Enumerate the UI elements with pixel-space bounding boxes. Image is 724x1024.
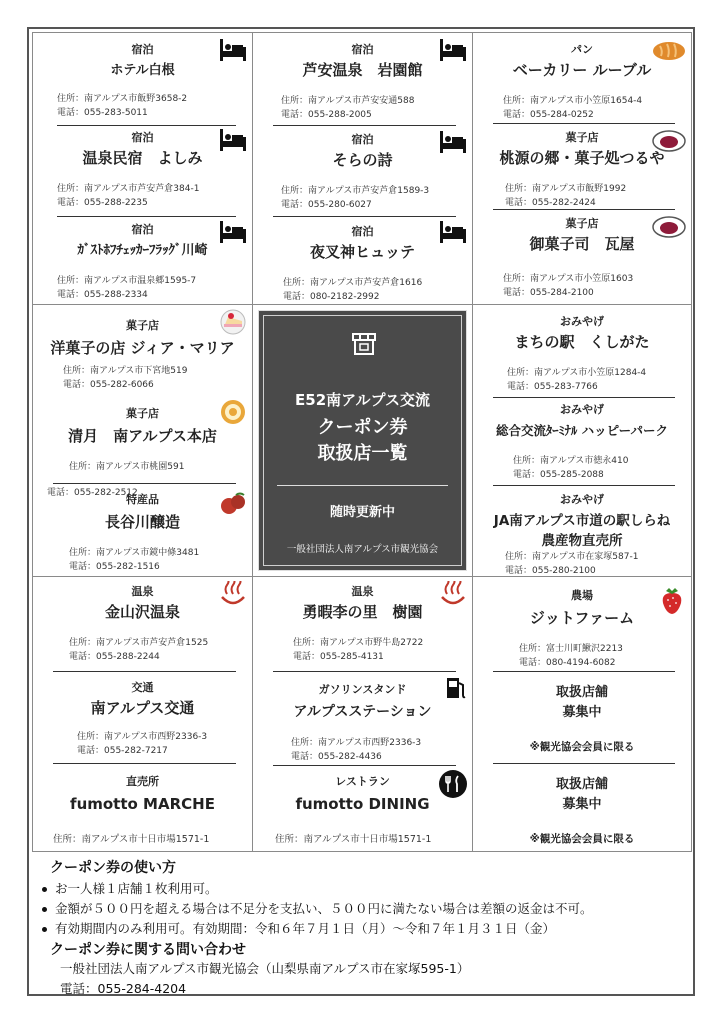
recruit-label-2: 募集中 [562, 797, 602, 812]
shop-address: 住所：南アルプス市桃園591 [69, 462, 185, 472]
shop-address: 住所：南アルプス市芦安芦倉1616 [283, 278, 423, 288]
recruit-label: 取扱店舗 [555, 685, 608, 700]
daifuku-icon [651, 213, 687, 239]
shop-address: 住所：南アルプス市小笠原1603 [503, 274, 634, 284]
member-note: ※観光協会会員に限る [529, 833, 635, 845]
divider [273, 765, 456, 766]
shop-address: 住所：南アルプス市芦安芦倉1525 [69, 638, 209, 648]
shop-name: アルプスステーション [293, 704, 432, 720]
shop-tel: 電話：055-282-6066 [63, 380, 154, 390]
bullet-dot [42, 887, 47, 892]
shop-name: そらの詩 [332, 151, 393, 169]
shop-name: fumotto MARCHE [70, 795, 215, 813]
usage-item [42, 919, 555, 937]
divider [57, 216, 236, 217]
plum-icon [218, 491, 248, 517]
gas-pump-icon [444, 675, 468, 701]
shop-category: 交通 [131, 681, 154, 694]
usage-heading: クーポン券の使い方 [50, 860, 176, 876]
shop-tel: 電話：055-285-4131 [293, 652, 384, 662]
shop-tel: 電話：055-282-2512 [47, 488, 138, 498]
cell-sweets-2 [32, 304, 253, 577]
shop-grid [32, 32, 692, 852]
cell-onsen-2 [252, 576, 473, 852]
shop-category: 宿泊 [351, 133, 374, 146]
bed-icon [218, 127, 248, 153]
divider [493, 485, 675, 486]
cake-icon [218, 309, 248, 335]
hot-spring-icon [438, 581, 468, 607]
shop-address: 住所：南アルプス市在家塚587-1 [505, 552, 639, 562]
shop-name: ベーカリー ルーブル [512, 61, 652, 79]
bullet-dot [42, 927, 47, 932]
shop-address: 住所：南アルプス市下宮地519 [63, 366, 188, 376]
shop-category: 宿泊 [351, 225, 374, 238]
shop-category: ガソリンスタンド [318, 683, 407, 696]
shop-address: 住所：南アルプス市小笠原1654-4 [503, 96, 643, 106]
organizer: 一般社団法人南アルプス市観光協会 [286, 544, 439, 555]
shop-address: 住所：南アルプス市十日市場1571-1 [275, 834, 432, 845]
shop-tel: 電話：055-283-7766 [507, 382, 598, 392]
bullet-dot [42, 907, 47, 912]
recruit-label-2: 募集中 [562, 705, 602, 720]
divider [273, 216, 456, 217]
shop-tel: 電話：055-288-2334 [57, 290, 148, 300]
shop-tel: 電話：055-288-2244 [69, 652, 160, 662]
divider [493, 763, 675, 764]
divider [53, 671, 236, 672]
shop-name: fumotto DINING [295, 795, 430, 813]
strawberry-icon [659, 585, 685, 615]
shop-tel: 電話：055-284-2100 [503, 288, 594, 298]
bed-icon [218, 37, 248, 63]
shop-icon [350, 331, 378, 357]
shop-category: おみやげ [560, 493, 604, 506]
divider [493, 397, 675, 398]
shop-category: 宿泊 [131, 131, 154, 144]
shop-tel: 電話：055-280-2100 [505, 566, 596, 576]
shop-name: JA南アルプス市道の駅しらね [493, 513, 671, 529]
shop-category: 宿泊 [351, 43, 374, 56]
shop-address: 住所：南アルプス市十日市場1571-1 [53, 834, 210, 845]
usage-item [42, 879, 218, 897]
cell-sweets-1 [472, 32, 692, 305]
title-divider [277, 485, 448, 486]
shop-address: 住所：南アルプス市西野2336-3 [77, 732, 208, 742]
hot-spring-icon [218, 581, 248, 607]
title-line1: E52南アルプス交流 [295, 391, 430, 409]
shop-name: 南アルプス交通 [90, 699, 195, 717]
title-panel [252, 304, 473, 577]
shop-address: 住所：南アルプス市飯野1992 [505, 184, 627, 194]
shop-tel: 電話：055-285-2088 [513, 470, 604, 480]
divider [57, 125, 236, 126]
shop-name: 温泉民宿 よしみ [82, 149, 203, 167]
divider [493, 671, 675, 672]
shop-category: 菓子店 [565, 217, 599, 230]
title-line2: クーポン券 [317, 417, 408, 438]
member-note: ※観光協会会員に限る [529, 741, 635, 753]
cell-farm [472, 576, 692, 852]
usage-item-text: 有効期間内のみ利用可。有効期間：令和６年７月１日（月）～令和７年１月３１日（金） [55, 921, 556, 936]
shop-name: ホテル白根 [110, 63, 175, 78]
shop-address: 住所：南アルプス市芦安安通588 [281, 96, 415, 106]
shop-name: ジットファーム [529, 609, 635, 627]
divider [493, 123, 675, 124]
shop-name: 金山沢温泉 [104, 603, 180, 621]
title-line3: 取扱店一覧 [317, 443, 408, 464]
divider [53, 763, 236, 764]
shop-tel: 電話：055-288-2235 [57, 198, 148, 208]
shop-name: 勇暇李の里 樹園 [302, 603, 423, 621]
shop-tel: 電話：055-282-1516 [69, 562, 160, 572]
cell-lodging-2 [252, 32, 473, 305]
shop-category: レストラン [335, 775, 390, 788]
bread-icon [651, 37, 687, 63]
divider [493, 209, 675, 210]
shop-address: 住所：南アルプス市芦安芦倉1589-3 [281, 186, 430, 196]
shop-tel: 電話：080-4194-6082 [519, 658, 616, 668]
shop-name: まちの駅 くしがた [514, 333, 650, 351]
bed-icon [438, 219, 468, 245]
recruit-label: 取扱店舗 [555, 777, 608, 792]
daifuku-icon [651, 127, 687, 153]
shop-category: 菓子店 [126, 319, 159, 332]
shop-name: 清月 南アルプス本店 [68, 427, 217, 445]
shop-name: 総合交流ﾀｰﾐﾅﾙ ハッピーパーク [496, 423, 668, 438]
shop-category: 特産品 [126, 493, 159, 506]
contact-tel: 電話：055-284-4204 [60, 981, 187, 996]
shop-tel: 電話：055-280-6027 [281, 200, 372, 210]
shop-address: 住所：南アルプス市芦安芦倉384-1 [57, 184, 200, 194]
bed-icon [218, 219, 248, 245]
cell-souvenir [472, 304, 692, 577]
shop-name: ｶﾞｽﾄﾎﾌﾁｪｯｶｰﾌﾗｯｸﾞ川崎 [77, 243, 208, 258]
shop-tel: 電話：055-284-0252 [503, 110, 594, 120]
divider [273, 125, 456, 126]
usage-item-text: お一人様１店舗１枚利用可。 [55, 881, 218, 896]
roll-cake-icon [218, 399, 248, 425]
shop-address: 住所：南アルプス市徳永410 [513, 456, 629, 466]
shop-category: 菓子店 [565, 131, 599, 144]
shop-name: 芦安温泉 岩園館 [302, 61, 423, 79]
shop-name: 洋菓子の店 ジィア・マリア [50, 339, 235, 357]
shop-address: 住所：富士川町鰍沢2213 [519, 644, 623, 654]
contact-org: 一般社団法人南アルプス市観光協会（山梨県南アルプス市在家塚595-1） [60, 961, 470, 976]
usage-notes [32, 855, 692, 995]
shop-address: 住所：南アルプス市西野2336-3 [291, 738, 422, 748]
bed-icon [438, 37, 468, 63]
contact-heading: クーポン券に関する問い合わせ [50, 942, 246, 958]
shop-category: 宿泊 [131, 43, 154, 56]
divider [53, 483, 236, 484]
shop-name: 桃源の郷・菓子処つるや [499, 149, 665, 167]
shop-name: 長谷川醸造 [104, 513, 180, 531]
shop-name: 夜叉神ヒュッテ [309, 243, 415, 261]
shop-category: おみやげ [560, 315, 604, 328]
shop-tel: 電話：055-282-2424 [505, 198, 596, 208]
shop-category: 直売所 [126, 775, 159, 788]
cutlery-icon [438, 769, 468, 799]
cell-onsen-1 [32, 576, 253, 852]
title-box [258, 310, 467, 571]
shop-category: パン [571, 43, 593, 56]
shop-name: 御菓子司 瓦屋 [529, 235, 635, 253]
usage-item [42, 899, 593, 917]
shop-address: 住所：南アルプス市飯野3658-2 [57, 94, 188, 104]
shop-address: 住所：南アルプス市小笠原1284-4 [507, 368, 647, 378]
shop-name-line2: 農産物直売所 [541, 533, 623, 549]
shop-tel: 電話：055-282-7217 [77, 746, 168, 756]
bed-icon [438, 129, 468, 155]
shop-address: 住所：南アルプス市温泉郷1595-7 [57, 276, 197, 286]
shop-tel: 電話：055-288-2005 [281, 110, 372, 120]
shop-category: 温泉 [131, 585, 154, 598]
shop-category: 宿泊 [131, 223, 154, 236]
flyer-page [27, 27, 695, 996]
divider [273, 671, 456, 672]
cell-lodging-1 [32, 32, 253, 305]
shop-tel: 電話：055-282-4436 [291, 752, 382, 762]
shop-address: 住所：南アルプス市野牛島2722 [293, 638, 424, 648]
shop-category: 菓子店 [126, 407, 159, 420]
shop-category: 温泉 [351, 585, 374, 598]
shop-address: 住所：南アルプス市鏡中條3481 [69, 548, 200, 558]
shop-category: 農場 [571, 589, 593, 602]
update-note: 随時更新中 [329, 505, 395, 520]
shop-tel: 電話：055-283-5011 [57, 108, 148, 118]
usage-item-text: 金額が５００円を超える場合は不足分を支払い、５００円に満たない場合は差額の返金は不可。 [55, 901, 593, 916]
shop-tel: 電話：080-2182-2992 [283, 292, 380, 302]
shop-category: おみやげ [560, 403, 604, 416]
